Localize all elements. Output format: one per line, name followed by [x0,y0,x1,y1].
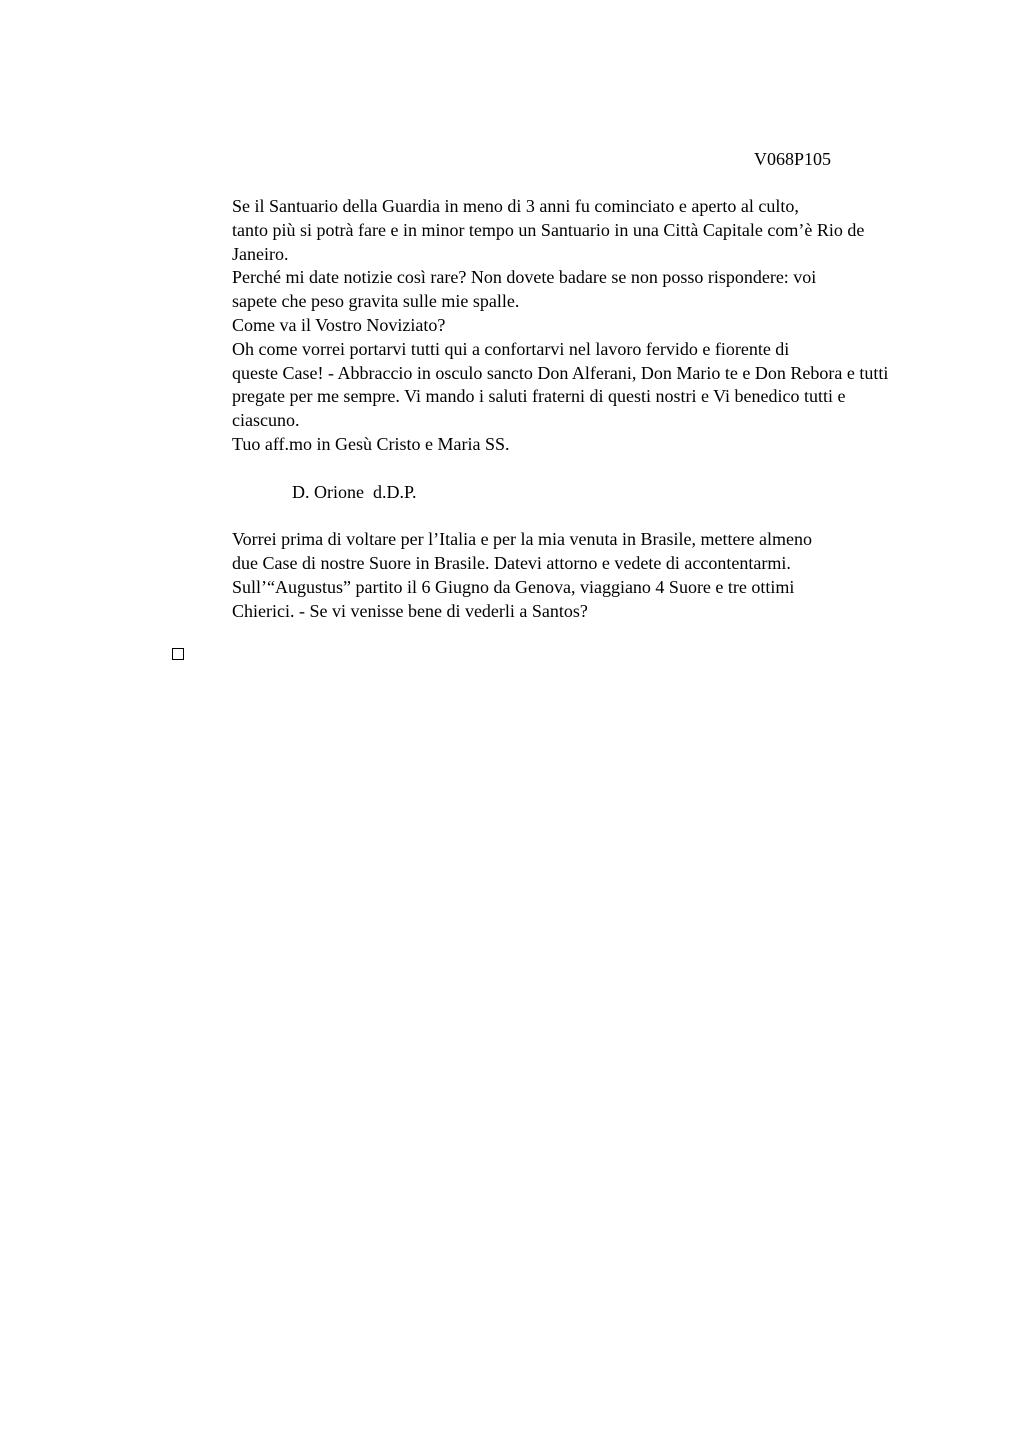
text-line: Vorrei prima di voltare per l’Italia e per la mia venuta in Brasile, mettere almeno [232,529,812,550]
signature: D. Orione d.D.P. [292,481,417,502]
text-line: Sull’“Augustus” partito il 6 Giugno da Genova, viaggiano 4 Suore e tre ottimi [232,576,795,597]
text-line: Se il Santuario della Guardia in meno di 3 anni fu cominciato e aperto al culto, [232,196,799,216]
letter-main-text [171,195,931,457]
paragraph [171,266,931,314]
text-line: Oh come vorrei portarvi tutti qui a confortarvi nel lavoro fervido e fiorente di [232,338,790,359]
text-line: ciascuno. [232,410,300,431]
text-line: due Case di nostre Suore in Brasile. Datevi attorno e vedete di accontentarmi. [232,552,791,573]
paragraph [171,528,931,576]
letter-body [171,195,931,623]
paragraph [171,338,931,433]
text-line: pregate per me sempre. Vi mando i saluti fraterni di questi nostri e Vi benedico tutti e [232,386,846,407]
text-line: tanto più si potrà fare e in minor tempo un Santuario in una Città Capitale com’è Rio de [232,219,865,240]
paragraph [171,433,931,457]
letter-postscript [171,528,931,623]
paragraph [171,195,931,266]
text-line: Chierici. - Se vi venisse bene di vederli a Santos? [232,600,588,621]
text-line: sapete che peso gravita sulle mie spalle. [232,291,520,312]
text-line: queste Case! - Abbraccio in osculo sancto Don Alferani, Don Mario te e Don Rebora e tutti [232,362,889,383]
paragraph [171,576,931,624]
paragraph [171,314,931,338]
text-line: Perché mi date notizie così rare? Non dovete badare se non posso rispondere: voi [232,267,817,288]
empty-checkbox-icon [172,648,184,660]
text-line: Tuo aff.mo in Gesù Cristo e Maria SS. [232,433,510,454]
text-line: Come va il Vostro Noviziato? [232,314,446,335]
text-line: Janeiro. [232,243,289,264]
page-code: V068P105 [754,149,832,169]
